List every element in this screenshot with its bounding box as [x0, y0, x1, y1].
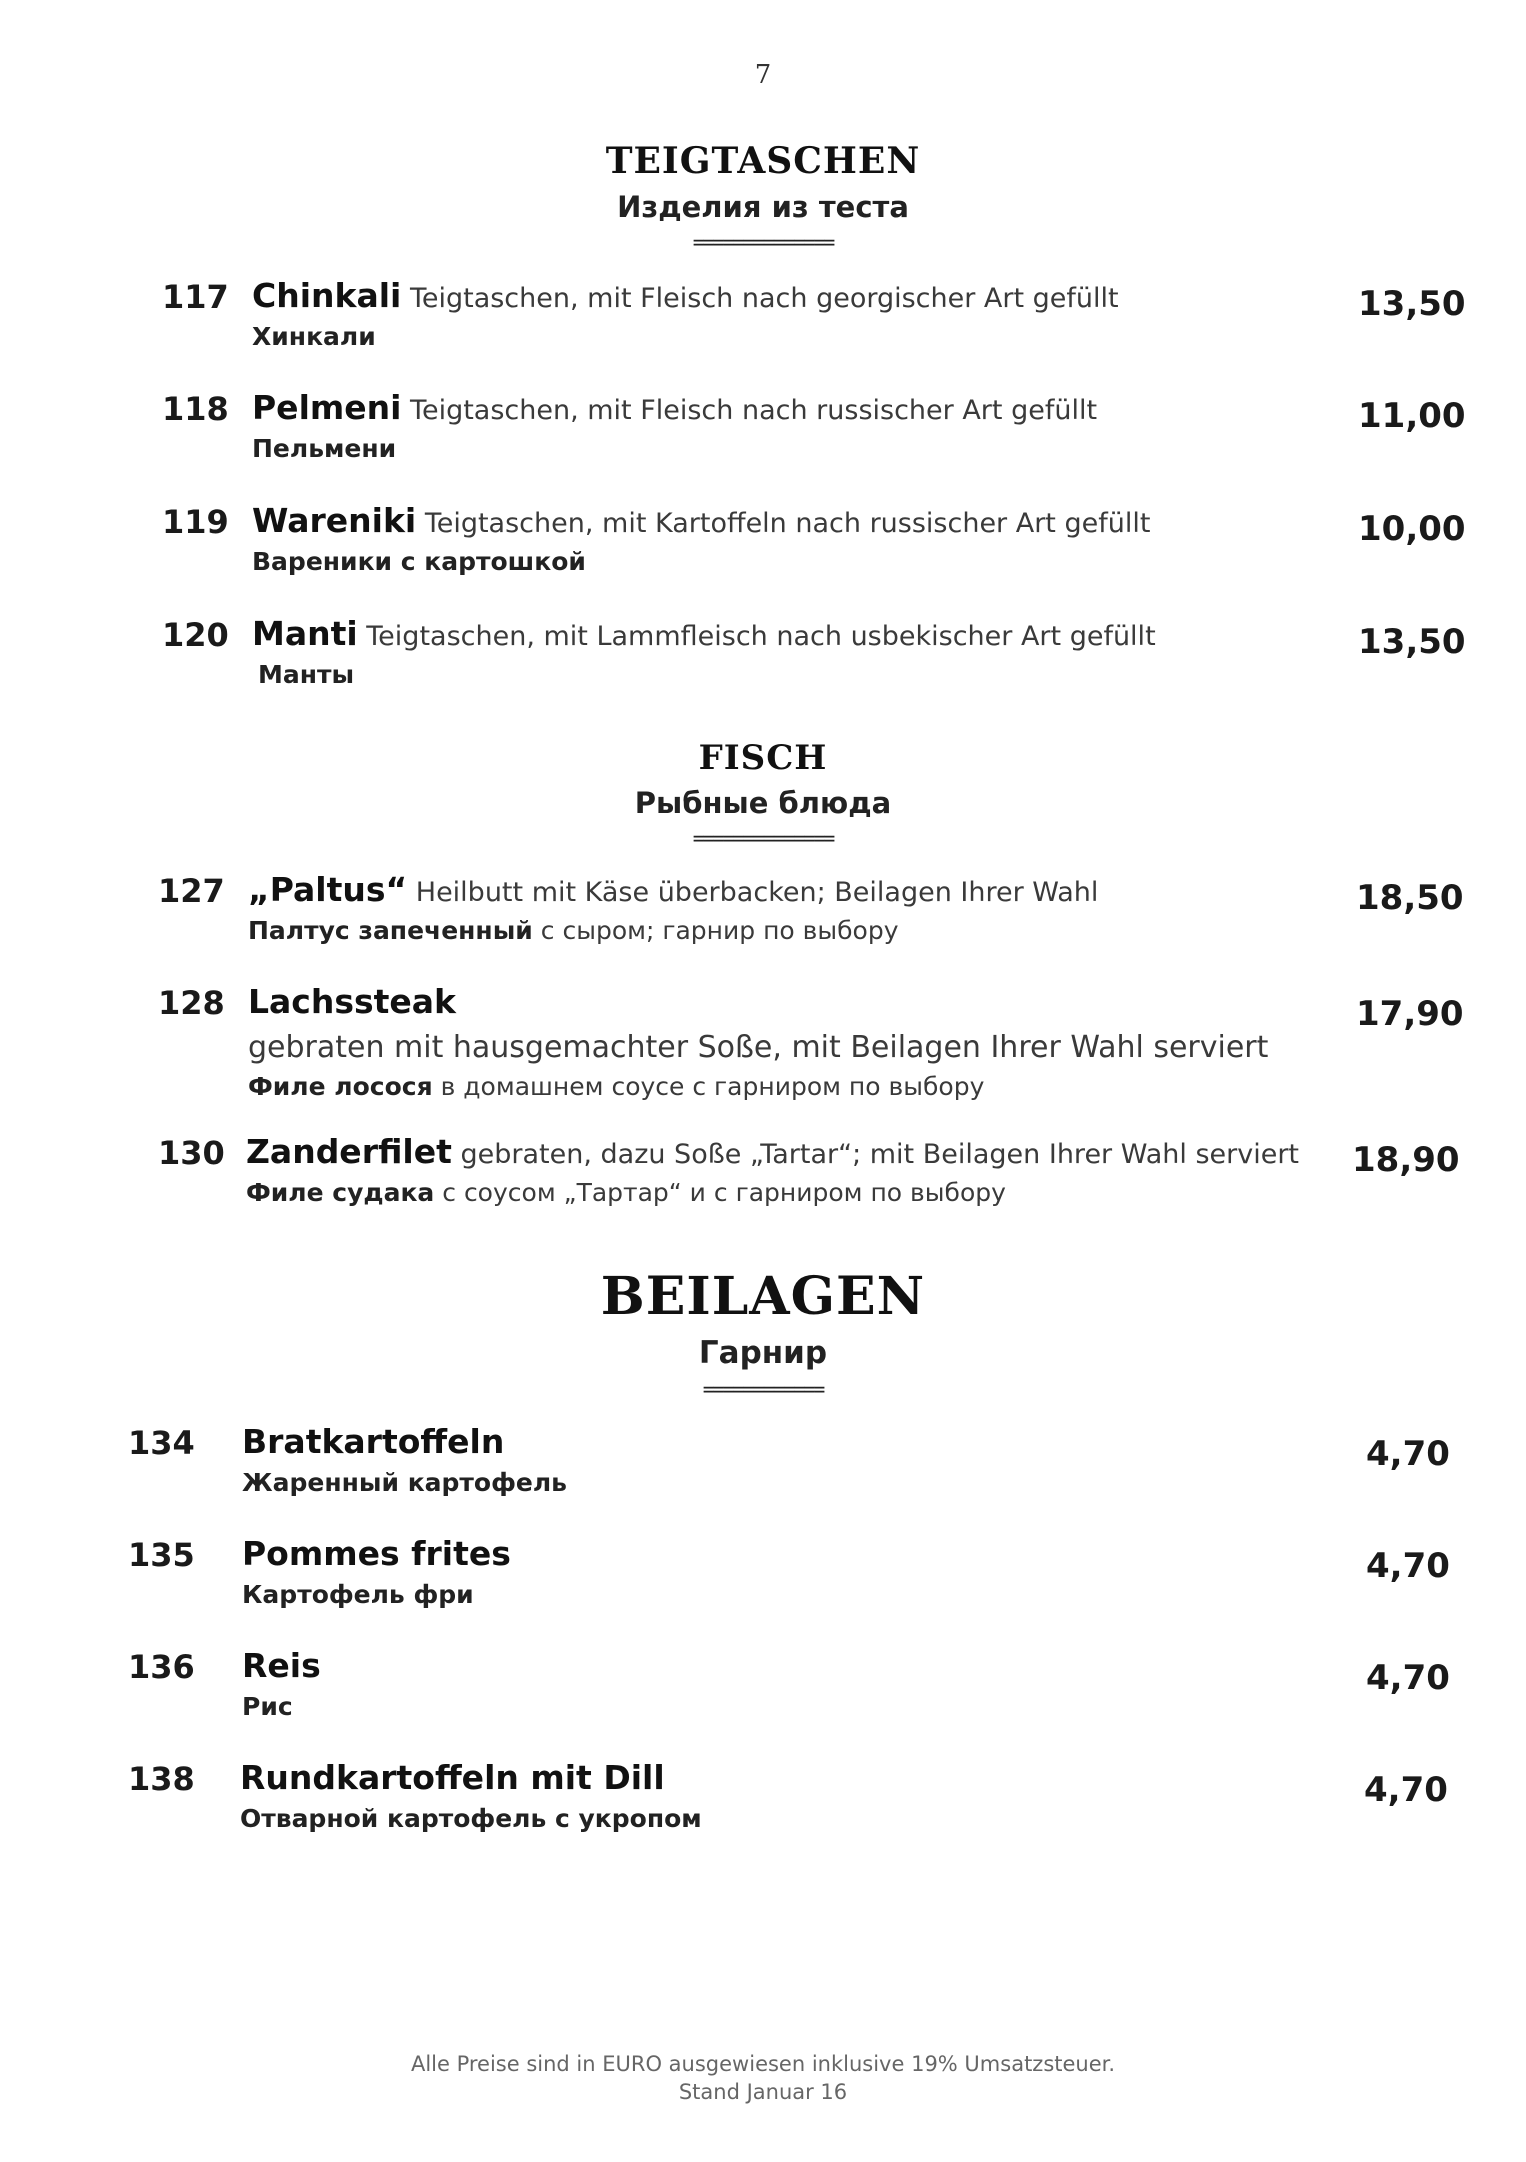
item-name: Chinkali [252, 276, 402, 315]
item-russian-name: Вареники с картошкой [252, 547, 586, 576]
item-russian-name: Рис [242, 1692, 293, 1721]
item-price: 4,70 [1366, 1434, 1450, 1474]
item-russian-name: Палтус запеченный [248, 916, 533, 945]
item-russian-name: Манты [258, 660, 355, 689]
item-name: Pommes frites [242, 1534, 511, 1573]
item-russian-name: Жаренный картофель [242, 1468, 567, 1497]
footer-date: Stand Januar 16 [678, 2080, 848, 2104]
item-russian-description: в домашнем соусе с гарниром по выбору [440, 1072, 985, 1101]
item-number: 128 [158, 984, 225, 1022]
item-price: 18,50 [1356, 878, 1464, 918]
section-title: FISCH [698, 738, 828, 778]
item-description: Teigtaschen, mit Lammfleisch nach usbekischer Art gefüllt [366, 621, 1156, 652]
item-number: 134 [128, 1424, 195, 1462]
item-description: Teigtaschen, mit Kartoffeln nach russischer Art gefüllt [424, 508, 1151, 539]
item-russian-name: Филе судака [246, 1178, 435, 1207]
item-name: Rundkartoffeln mit Dill [240, 1758, 665, 1797]
item-price: 4,70 [1364, 1770, 1448, 1810]
section-teigtaschen [0, 140, 1526, 254]
item-price: 17,90 [1356, 994, 1464, 1034]
item-number: 118 [162, 390, 229, 428]
item-number: 136 [128, 1648, 195, 1686]
section-divider: ============== [692, 230, 834, 254]
section-divider: ============ [702, 1377, 824, 1401]
item-russian-name: Картофель фри [242, 1580, 474, 1609]
item-number: 119 [162, 503, 229, 541]
item-name: Zanderfilet [246, 1132, 452, 1171]
section-title: TEIGTASCHEN [605, 140, 921, 182]
item-number: 130 [158, 1134, 225, 1172]
item-name: „Paltus“ [248, 870, 408, 909]
item-description: gebraten mit hausgemachter Soße, mit Beilagen Ihrer Wahl serviert [248, 1030, 1269, 1065]
item-russian-name: Отварной картофель с укропом [240, 1804, 702, 1833]
page-number: 7 [754, 60, 772, 90]
item-name: Wareniki [252, 501, 417, 540]
item-description: Heilbutt mit Käse überbacken; Beilagen Ihrer Wahl [415, 877, 1099, 908]
item-name: Manti [252, 614, 358, 653]
item-price: 18,90 [1352, 1140, 1460, 1180]
item-price: 10,00 [1358, 509, 1466, 549]
item-russian-name: Филе лосося [248, 1072, 433, 1101]
item-number: 135 [128, 1536, 195, 1574]
section-subtitle: Рыбные блюда [634, 786, 892, 820]
section-subtitle: Изделия из теста [617, 190, 909, 224]
item-name: Reis [242, 1646, 321, 1685]
section-fisch [0, 738, 1526, 850]
item-description: Teigtaschen, mit Fleisch nach georgischer Art gefüllt [409, 283, 1119, 314]
item-russian-name: Хинкали [252, 322, 376, 351]
item-number: 117 [162, 278, 229, 316]
item-description: gebraten, dazu Soße „Tartar“; mit Beilagen Ihrer Wahl serviert [460, 1139, 1300, 1170]
item-description: Teigtaschen, mit Fleisch nach russischer Art gefüllt [410, 395, 1098, 426]
section-title: BEILAGEN [600, 1266, 926, 1327]
item-number: 120 [162, 616, 229, 654]
item-price: 4,70 [1366, 1546, 1450, 1586]
item-russian-name: Пельмени [252, 434, 397, 463]
item-number: 138 [128, 1760, 195, 1798]
footer-note [0, 2050, 1526, 2106]
item-russian-description: с сыром; гарнир по выбору [540, 916, 899, 945]
item-number: 127 [158, 872, 225, 910]
item-price: 13,50 [1358, 284, 1466, 324]
item-name: Pelmeni [252, 388, 402, 427]
item-price: 13,50 [1358, 622, 1466, 662]
item-russian-description: с соусом „Тартар“ и с гарниром по выбору [442, 1178, 1006, 1207]
item-name: Lachssteak [248, 982, 457, 1021]
item-price: 11,00 [1358, 396, 1466, 436]
footer-price-note: Alle Preise sind in EURO ausgewiesen inklusive 19% Umsatzsteuer. [410, 2052, 1116, 2076]
section-subtitle: Гарнир [698, 1335, 828, 1371]
section-beilagen [0, 1266, 1526, 1401]
item-name: Bratkartoffeln [242, 1422, 505, 1461]
section-divider: ============== [692, 826, 834, 850]
item-price: 4,70 [1366, 1658, 1450, 1698]
